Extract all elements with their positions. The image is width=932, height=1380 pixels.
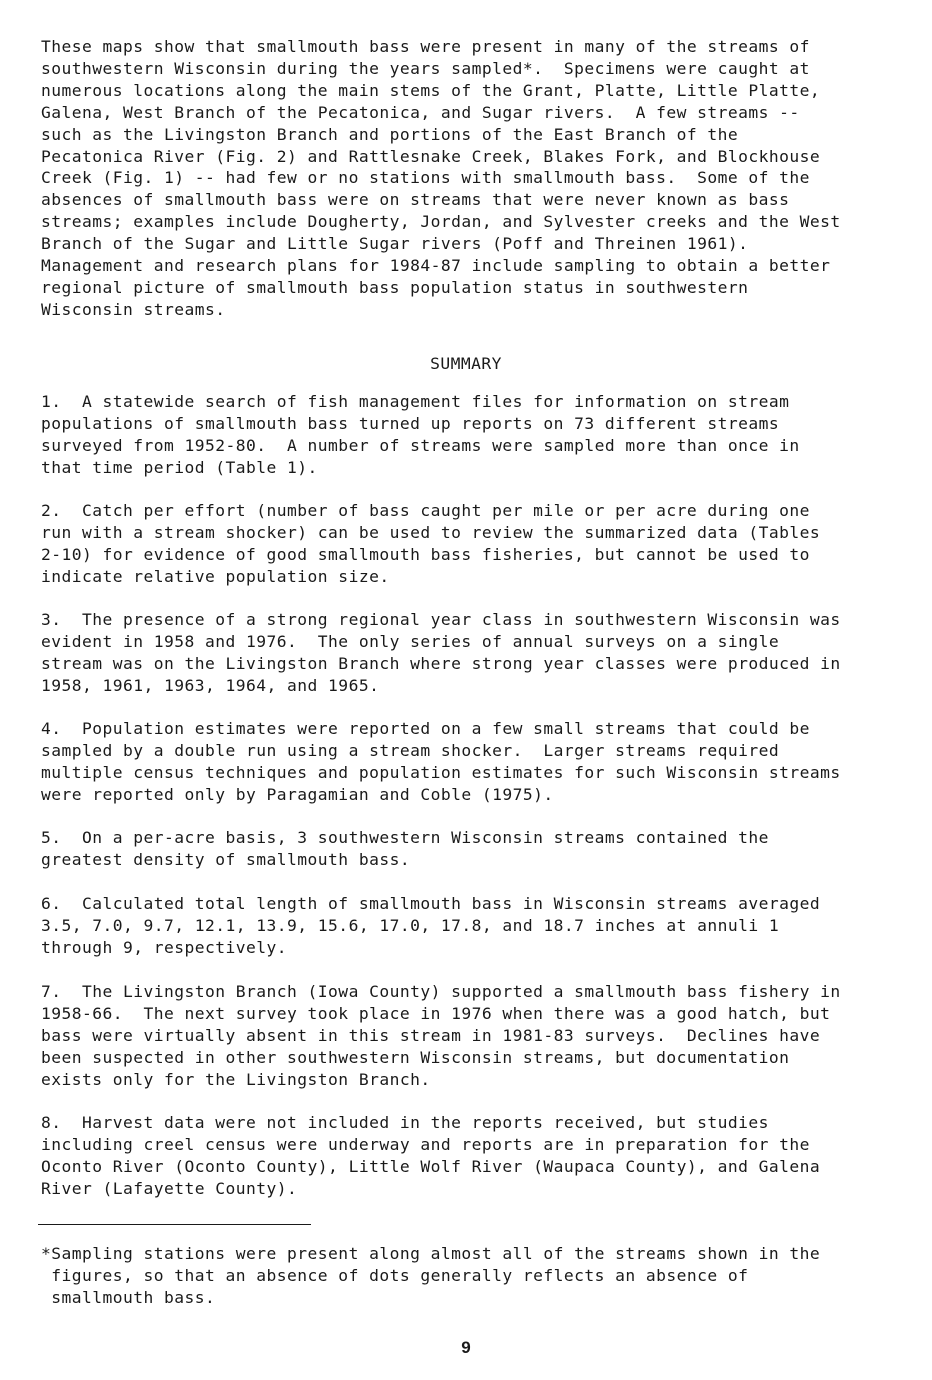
footnote: *Sampling stations were present along almost all of the streams shown in the figures, so that an absence of dots generally reflects an absence of smallmouth bass.	[41, 1244, 821, 1307]
footnote-divider	[38, 1224, 311, 1225]
page-number: 9	[461, 1338, 471, 1357]
intro-paragraph: These maps show that smallmouth bass were present in many of the streams of southwestern Wisconsin during the years sampled*. Specimens were caught at numerous locations along the main stems of the Grant, Platte, Little Platte, Galena, West Branch of the Pecatonica, and Sugar rivers. A few streams -- such as the Livingston Branch and portions of the East Branch of the Pecatonica River (Fig. 2) and Rattlesnake Creek, Blakes Fork, and Blockhouse Creek (Fig. 1) -- had few or no stations with smallmouth bass. Some of the absences of smallmouth bass were on streams that were never known as bass streams; examples include Dougherty, Jordan, and Sylvester creeks and the West Branch of the Sugar and Little Sugar rivers (Poff and Threinen 1961). Management and research plans for 1984-87 include sampling to obtain a better regional picture of smallmouth bass population status in southwestern Wisconsin streams.	[41, 37, 841, 319]
summary-item-7: 7. The Livingston Branch (Iowa County) supported a smallmouth bass fishery in 1958-66. The next survey took place in 1976 when there was a good hatch, but bass were virtually absent in this stream in 1981-83 surveys. Declines have been suspected in other southwestern Wisconsin streams, but documentation exists only for the Livingston Branch.	[41, 982, 841, 1089]
summary-item-3: 3. The presence of a strong regional year class in southwestern Wisconsin was evident in 1958 and 1976. The only series of annual surveys on a single stream was on the Livingston Branch where strong year classes were produced in 1958, 1961, 1963, 1964, and 1965.	[41, 610, 841, 695]
summary-item-8: 8. Harvest data were not included in the reports received, but studies including creel census were underway and reports are in preparation for the Oconto River (Oconto County), Little Wolf River (Waupaca County), and Galena River (Lafayette County).	[41, 1113, 821, 1198]
summary-heading: SUMMARY	[430, 354, 502, 373]
summary-item-6: 6. Calculated total length of smallmouth bass in Wisconsin streams averaged 3.5, 7.0, 9.7, 12.1, 13.9, 15.6, 17.0, 17.8, and 18.7 inches at annuli 1 through 9, respectively.	[41, 894, 821, 957]
summary-item-5: 5. On a per-acre basis, 3 southwestern Wisconsin streams contained the greatest density of smallmouth bass.	[41, 828, 769, 869]
summary-item-4: 4. Population estimates were reported on a few small streams that could be sampled by a double run using a stream shocker. Larger streams required multiple census techniques and population estimates for such Wisconsin streams were reported only by Paragamian and Coble (1975).	[41, 719, 841, 804]
summary-item-1: 1. A statewide search of fish management files for information on stream populations of smallmouth bass turned up reports on 73 different streams surveyed from 1952-80. A number of streams were sampled more than once in that time period (Table 1).	[41, 392, 800, 477]
summary-item-2: 2. Catch per effort (number of bass caught per mile or per acre during one run with a stream shocker) can be used to review the summarized data (Tables 2-10) for evidence of good smallmouth bass fisheries, but cannot be used to indicate relative population size.	[41, 501, 821, 586]
